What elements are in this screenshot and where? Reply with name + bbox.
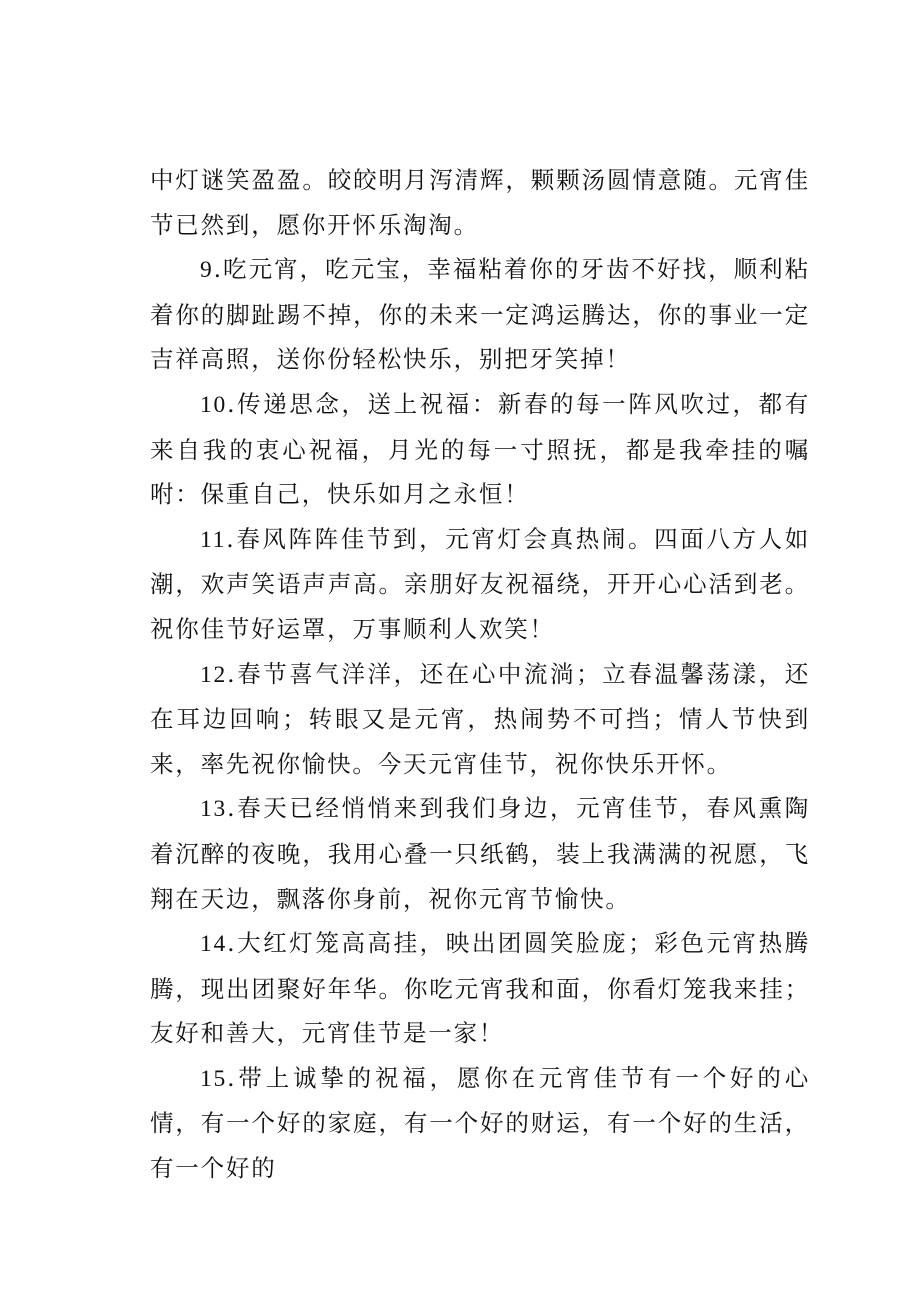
paragraph-13 <box>150 786 810 921</box>
paragraph-text: .春节喜气洋洋，还在心中流淌；立春温馨荡漾，还在耳边回响；转眼又是元宵，热闹势不可挡；情人节快到来，率先祝你愉快。今天元宵佳节，祝你快乐开怀。 <box>150 659 810 778</box>
paragraph-text: 中灯谜笑盈盈。皎皎明月泻清辉，颗颗汤圆情意随。元宵佳节已然到，愿你开怀乐淘淘。 <box>150 166 810 239</box>
paragraph-text: .传递思念，送上祝福：新春的每一阵风吹过，都有来自我的衷心祝福，月光的每一寸照抚，都是我牵挂的嘱咐：保重自己，快乐如月之永恒！ <box>150 389 810 509</box>
paragraph-text: .春风阵阵佳节到，元宵灯会真热闹。四面八方人如潮，欢声笑语声声高。亲朋好友祝福绕，开开心心活到老。祝你佳节好运罩，万事顺利人欢笑！ <box>150 524 810 643</box>
paragraph-number: 10 <box>200 391 228 418</box>
paragraph-number: 11 <box>200 526 227 553</box>
paragraph-11 <box>150 517 810 652</box>
paragraph-text: .大红灯笼高高挂，映出团圆笑脸庞；彩色元宵热腾腾，现出团聚好年华。你吃元宵我和面，你看灯笼我来挂；友好和善大，元宵佳节是一家！ <box>150 929 810 1048</box>
paragraph-number: 12 <box>200 661 228 688</box>
paragraph-number: 15 <box>200 1065 228 1092</box>
paragraph-continued <box>150 158 810 247</box>
paragraph-number: 13 <box>200 796 228 823</box>
paragraph-number: 9 <box>200 257 214 284</box>
paragraph-15 <box>150 1056 810 1191</box>
paragraph-12 <box>150 652 810 787</box>
paragraph-10 <box>150 382 810 517</box>
paragraph-text: .春天已经悄悄来到我们身边，元宵佳节，春风熏陶着沉醉的夜晚，我用心叠一只纸鹤，装上我满满的祝愿，飞翔在天边，飘落你身前，祝你元宵节愉快。 <box>150 794 810 913</box>
paragraph-text: .带上诚挚的祝福，愿你在元宵佳节有一个好的心情，有一个好的家庭，有一个好的财运，有一个好的生活，有一个好的 <box>150 1063 810 1183</box>
paragraph-text: .吃元宵，吃元宝，幸福粘着你的牙齿不好找，顺利粘着你的脚趾踢不掉，你的未来一定鸿运腾达，你的事业一定吉祥高照，送你份轻松快乐，别把牙笑掉！ <box>150 255 810 374</box>
paragraph-9 <box>150 247 810 382</box>
document-body <box>150 158 810 1191</box>
paragraph-number: 14 <box>200 931 228 958</box>
paragraph-14 <box>150 921 810 1056</box>
